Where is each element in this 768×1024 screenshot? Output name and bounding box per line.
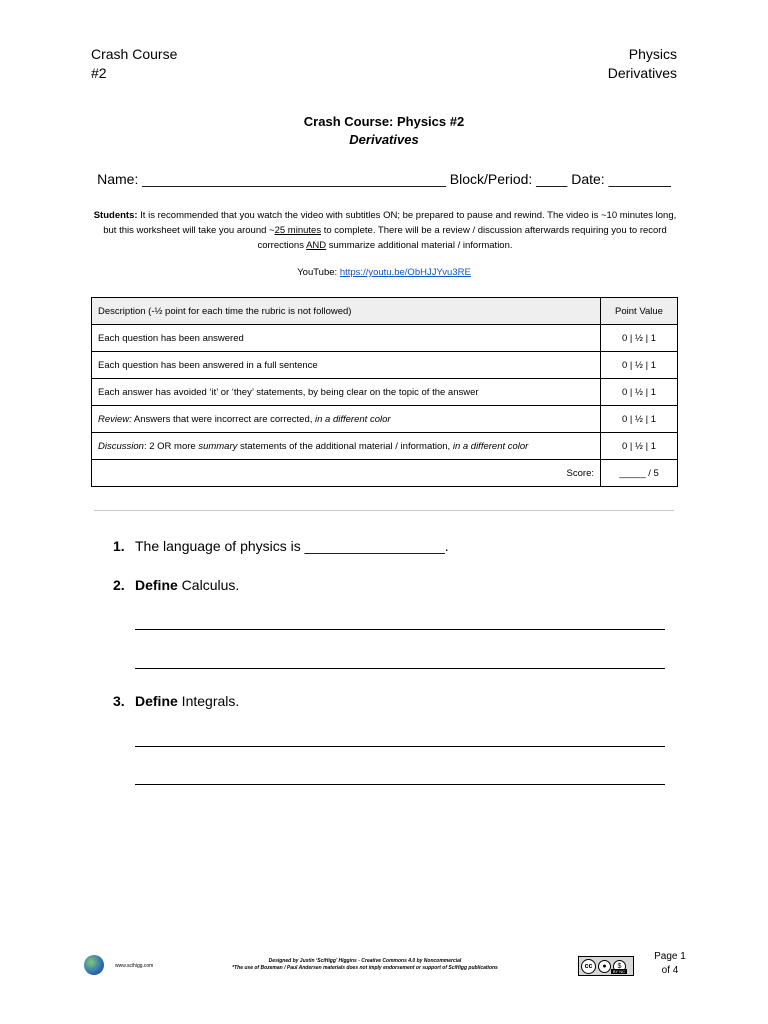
name-label: Name:: [97, 171, 139, 187]
rubric-discussion-text-2: statements of the additional material / information,: [237, 440, 453, 452]
instructions-lead: Students:: [93, 210, 138, 221]
creative-commons-badge: [578, 956, 634, 976]
rubric-row-description: [92, 406, 601, 433]
rubric-header-description: Description (-½ point for each time the rubric is not followed): [92, 298, 601, 325]
rubric-row-value: 0 | ½ | 1: [601, 325, 678, 352]
cc-by-label: BY: [612, 969, 619, 974]
rubric-row-value: 0 | ½ | 1: [601, 352, 678, 379]
page-number-line1: Page 1: [654, 951, 686, 962]
youtube-link[interactable]: https://youtu.be/ObHJJYvu3RE: [339, 267, 471, 278]
rubric-discussion-summary: summary: [198, 440, 238, 452]
footer-credit-line1: Designed by Justin ‘SciHigg’ Higgins - Creative Commons 4.0 by Noncommercial: [268, 958, 462, 964]
rubric-score-field[interactable]: _____ / 5: [601, 460, 678, 487]
instructions-text-2: to complete. There will be a review / discussion afterwards requiring you to record corrections: [257, 225, 667, 251]
rubric-row-value: 0 | ½ | 1: [601, 379, 678, 406]
rubric-row-description: Each answer has avoided ‘it’ or ‘they’ statements, by being clear on the topic of the answer: [92, 379, 601, 406]
rubric-discussion-label: Discussion: [98, 440, 144, 452]
cc-nc-label: NC: [619, 969, 625, 974]
rubric-discussion-text: : 2 OR more: [143, 440, 199, 452]
header-left: [91, 45, 177, 83]
rubric-discussion-color: in a different color: [452, 440, 529, 452]
rubric-table: [91, 297, 678, 487]
noncommercial-icon: $: [613, 960, 626, 973]
rubric-row: [92, 352, 678, 379]
answer-line[interactable]: [135, 668, 665, 669]
header-left-line1: Crash Course: [91, 46, 178, 62]
answer-line[interactable]: [135, 629, 665, 630]
page-number-line2: of 4: [661, 965, 679, 976]
question-topic: Calculus.: [177, 577, 240, 593]
question-number: 3.: [113, 693, 125, 709]
cc-license-labels: [611, 969, 627, 974]
question-keyword: Define: [135, 577, 178, 593]
header-left-line2: #2: [91, 65, 107, 81]
question-number: 2.: [113, 577, 125, 593]
rubric-score-label: Score:: [92, 460, 601, 487]
rubric-row-description: Each question has been answered in a full sentence: [92, 352, 601, 379]
block-field[interactable]: ____: [536, 171, 568, 187]
youtube-line: [0, 267, 768, 278]
rubric-review-text: Answers that were incorrect are corrected,: [131, 413, 316, 425]
instructions-and: AND: [306, 240, 327, 251]
rubric-row-description: Each question has been answered: [92, 325, 601, 352]
rubric-row: [92, 433, 678, 460]
question-text: [135, 693, 239, 709]
answer-line[interactable]: [135, 746, 665, 747]
page-title: Crash Course: Physics #2: [303, 114, 465, 129]
student-info-line: [0, 171, 768, 187]
rubric-header-point-value: Point Value: [601, 298, 678, 325]
page-number: [640, 950, 700, 978]
footer-site[interactable]: www.scihigg.com: [115, 963, 154, 969]
rubric-row: [92, 325, 678, 352]
rubric-row-value: 0 | ½ | 1: [601, 406, 678, 433]
rubric-review-color: in a different color: [315, 413, 391, 425]
question-text: The language of physics is __________________.: [135, 538, 449, 554]
rubric-score-row: [92, 460, 678, 487]
date-label: Date:: [571, 171, 605, 187]
instructions-text-3: summarize additional material / information.: [326, 240, 513, 251]
scihigg-logo: [84, 955, 104, 975]
rubric-row: [92, 379, 678, 406]
header-right: [608, 45, 677, 83]
question-keyword: Define: [135, 693, 178, 709]
cc-icon: cc: [581, 959, 596, 974]
header-right-line1: Physics: [628, 46, 677, 62]
page-subtitle: Derivatives: [349, 132, 419, 147]
answer-line[interactable]: [135, 784, 665, 785]
block-label: Block/Period:: [449, 171, 533, 187]
footer-credits: [200, 958, 530, 972]
footer-credit-line2: *The use of Bozeman / Paul Andersen materials does not imply endorsement or support of SciHigg publications: [232, 965, 498, 971]
rubric-row-value: 0 | ½ | 1: [601, 433, 678, 460]
header-right-line2: Derivatives: [607, 65, 677, 81]
instructions-text-1: It is recommended that you watch the video with subtitles ON; be prepared to pause and rewind. The video is ~10 minutes long, but this worksheet will take you around ~: [103, 210, 677, 236]
rubric-header-row: [92, 298, 678, 325]
instructions: [92, 208, 678, 253]
rubric-row: [92, 406, 678, 433]
instructions-duration: 25 minutes: [274, 225, 322, 236]
date-field[interactable]: ________: [608, 171, 671, 187]
attribution-icon: ●: [598, 960, 611, 973]
youtube-label: YouTube:: [297, 267, 340, 278]
question-number: 1.: [113, 538, 125, 554]
rubric-row-description: [92, 433, 601, 460]
question-text: [135, 577, 239, 593]
question-topic: Integrals.: [177, 693, 240, 709]
rubric-review-label: Review:: [98, 413, 132, 425]
section-divider: [94, 510, 674, 511]
name-field[interactable]: _______________________________________: [142, 171, 446, 187]
